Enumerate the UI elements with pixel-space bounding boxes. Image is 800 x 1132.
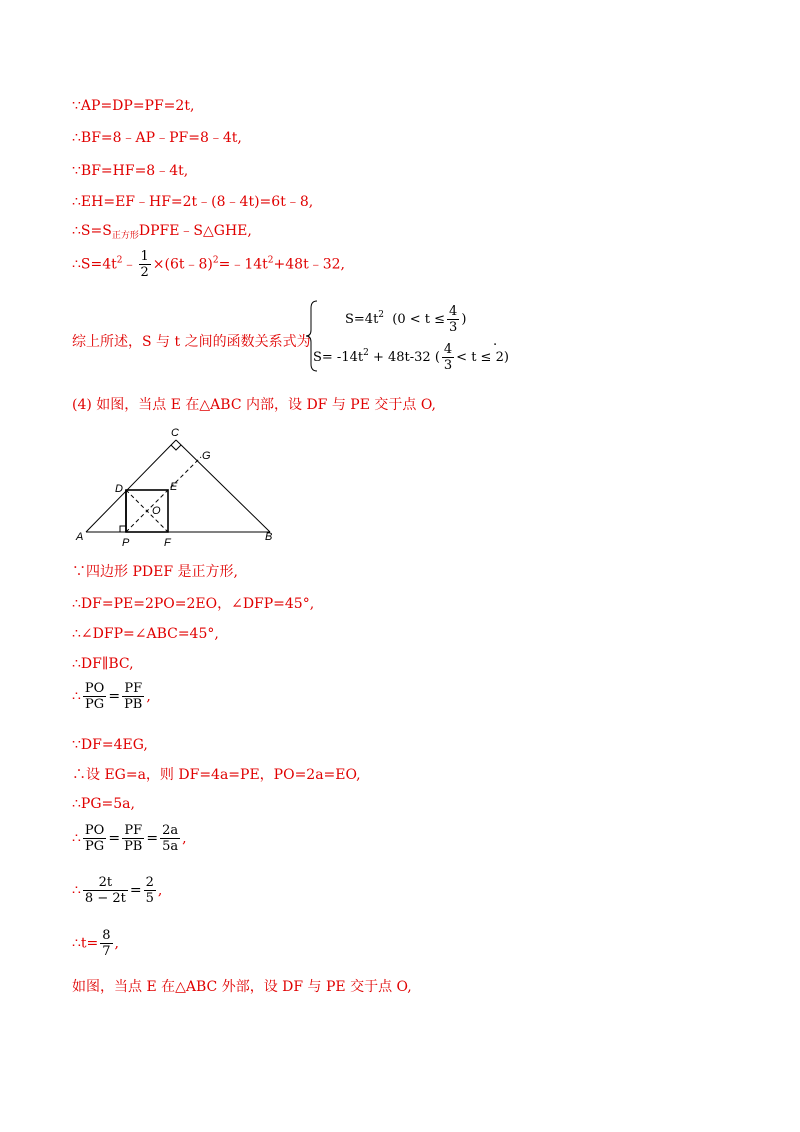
- m10-n1: 2t: [83, 875, 128, 891]
- line-5: [72, 222, 252, 245]
- math-line-6: ∵DF=4EG,: [72, 737, 148, 753]
- line-6-num: 1: [140, 249, 149, 264]
- math-line-4: ∴DF∥BC,: [72, 656, 134, 672]
- line-6-sup: 2: [116, 255, 123, 266]
- m9-frac-3: [160, 823, 180, 854]
- line-6-a: ∴S=4t: [72, 256, 117, 273]
- m11-post: ,: [114, 935, 119, 952]
- math-line-10: [72, 875, 162, 906]
- math-line-8: ∴PG=5a,: [72, 796, 135, 812]
- line-6-den: 2: [140, 265, 149, 280]
- m10-d1: 8 − 2t: [84, 891, 126, 906]
- line-5-a: ∴S=S: [72, 223, 112, 239]
- line-6-e: +48t﹣32,: [273, 256, 345, 273]
- line-6-frac: [139, 249, 151, 280]
- math-line-7: ∴设 EG=a，则 DF=4a=PE，PO=2a=EO,: [72, 767, 361, 783]
- math-line-9: [72, 823, 187, 854]
- label-a: A: [76, 531, 84, 543]
- m9-eq2: =: [146, 830, 159, 847]
- m10-d2: 5: [145, 891, 154, 906]
- line-1: ∵AP=DP=PF=2t,: [72, 98, 195, 114]
- case-2-a: S= -14t: [313, 350, 364, 365]
- m11-num: 8: [102, 928, 111, 943]
- math-line-1: ∵四边形 PDEF 是正方形,: [72, 564, 238, 580]
- case-2-c: < t ≤ 2): [456, 350, 509, 365]
- math-line-11: [72, 928, 119, 959]
- dashed-pg: [126, 457, 201, 532]
- line-4: ∴EH=EF﹣HF=2t﹣(8﹣4t)=6t﹣8,: [72, 194, 314, 210]
- m5-d2: PB: [124, 697, 143, 712]
- case-1-frac: [447, 304, 459, 335]
- label-e: E: [170, 481, 178, 493]
- label-d: D: [115, 483, 123, 495]
- m9-d2: PB: [124, 839, 143, 854]
- case-2-sup: 2: [363, 348, 369, 358]
- case-end-dot: .: [493, 334, 498, 349]
- right-angle-p: [120, 526, 126, 532]
- line-3: ∵BF=HF=8﹣4t,: [72, 163, 189, 179]
- math-line-5: [72, 681, 151, 712]
- label-g: G: [202, 450, 211, 462]
- label-f: F: [164, 537, 171, 549]
- label-p: P: [122, 537, 130, 549]
- m9-frac-2: [122, 823, 144, 854]
- case-1-sup: 2: [378, 310, 385, 320]
- case-2-b: + 48t-32 (: [368, 350, 440, 365]
- m5-n1: PO: [84, 681, 105, 696]
- line-6-sup3: 2: [267, 255, 274, 266]
- segment-ac: [86, 440, 176, 532]
- geometry-figure: [72, 422, 292, 550]
- m9-eq1: =: [108, 830, 121, 847]
- m9-d1: PG: [85, 839, 105, 854]
- label-b: B: [265, 531, 273, 543]
- right-angle-c: [171, 445, 181, 450]
- m11-pre: ∴t=: [72, 935, 99, 952]
- m5-d1: PG: [85, 697, 105, 712]
- math-line-12: 如图，当点 E 在△ABC 外部，设 DF 与 PE 交于点 O,: [72, 979, 412, 995]
- label-c: C: [171, 427, 179, 439]
- math-line-2: ∴DF=PE=2PO=2EO，∠DFP=45°,: [72, 596, 315, 612]
- case-1-b: (0 < t ≤: [392, 312, 446, 327]
- m5-frac-2: [122, 681, 144, 712]
- case-1-c: ): [461, 312, 467, 327]
- m9-pre: ∴: [72, 830, 81, 847]
- m9-n3: 2a: [162, 823, 179, 838]
- m10-frac-1: [83, 875, 128, 906]
- case-1: [345, 304, 466, 335]
- line-6: [72, 249, 345, 280]
- m10-frac-2: [144, 875, 156, 906]
- segment-cb: [176, 440, 270, 532]
- m11-frac: [100, 928, 112, 959]
- case-1-a: S=4t: [345, 312, 379, 327]
- case-2: [313, 342, 509, 373]
- label-o: O: [152, 505, 161, 517]
- line-5-sub: 正方形: [111, 231, 139, 241]
- m9-post: ,: [182, 830, 187, 847]
- m5-post: ,: [146, 688, 151, 705]
- m10-post: ,: [157, 882, 163, 899]
- m9-n2: PF: [122, 823, 144, 839]
- m11-den: 7: [102, 944, 111, 959]
- summary-text: 综上所述，S 与 t 之间的函数关系式为: [72, 334, 311, 350]
- m9-frac-1: [83, 823, 106, 854]
- case-1-den: 3: [449, 320, 458, 335]
- m10-pre: ∴: [72, 882, 81, 899]
- line-6-c: ×(6t﹣8): [152, 256, 213, 273]
- line-2: ∴BF=8﹣AP﹣PF=8﹣4t,: [72, 130, 242, 146]
- line-6-d: =﹣14t: [218, 256, 268, 273]
- case-1-num: 4: [449, 304, 458, 319]
- m10-eq: =: [129, 882, 142, 899]
- line-5-b: DPFE﹣S△GHE,: [138, 223, 252, 239]
- m9-n1: PO: [84, 823, 105, 838]
- case-2-num: 4: [443, 342, 453, 357]
- case-2-den: 3: [443, 358, 453, 373]
- m5-eq: =: [108, 688, 121, 705]
- m10-n2: 2: [145, 875, 154, 890]
- m5-pre: ∴: [72, 688, 81, 705]
- m5-frac-1: [83, 681, 106, 712]
- line-6-sup2: 2: [212, 255, 219, 266]
- line-6-b: ﹣: [122, 256, 137, 273]
- math-line-3: ∴∠DFP=∠ABC=45°,: [72, 626, 219, 642]
- case-2-frac: [442, 342, 454, 373]
- part-4-heading: (4) 如图，当点 E 在△ABC 内部，设 DF 与 PE 交于点 O,: [72, 397, 436, 413]
- m9-d3: 5a: [162, 839, 179, 854]
- m5-n2: PF: [122, 681, 144, 697]
